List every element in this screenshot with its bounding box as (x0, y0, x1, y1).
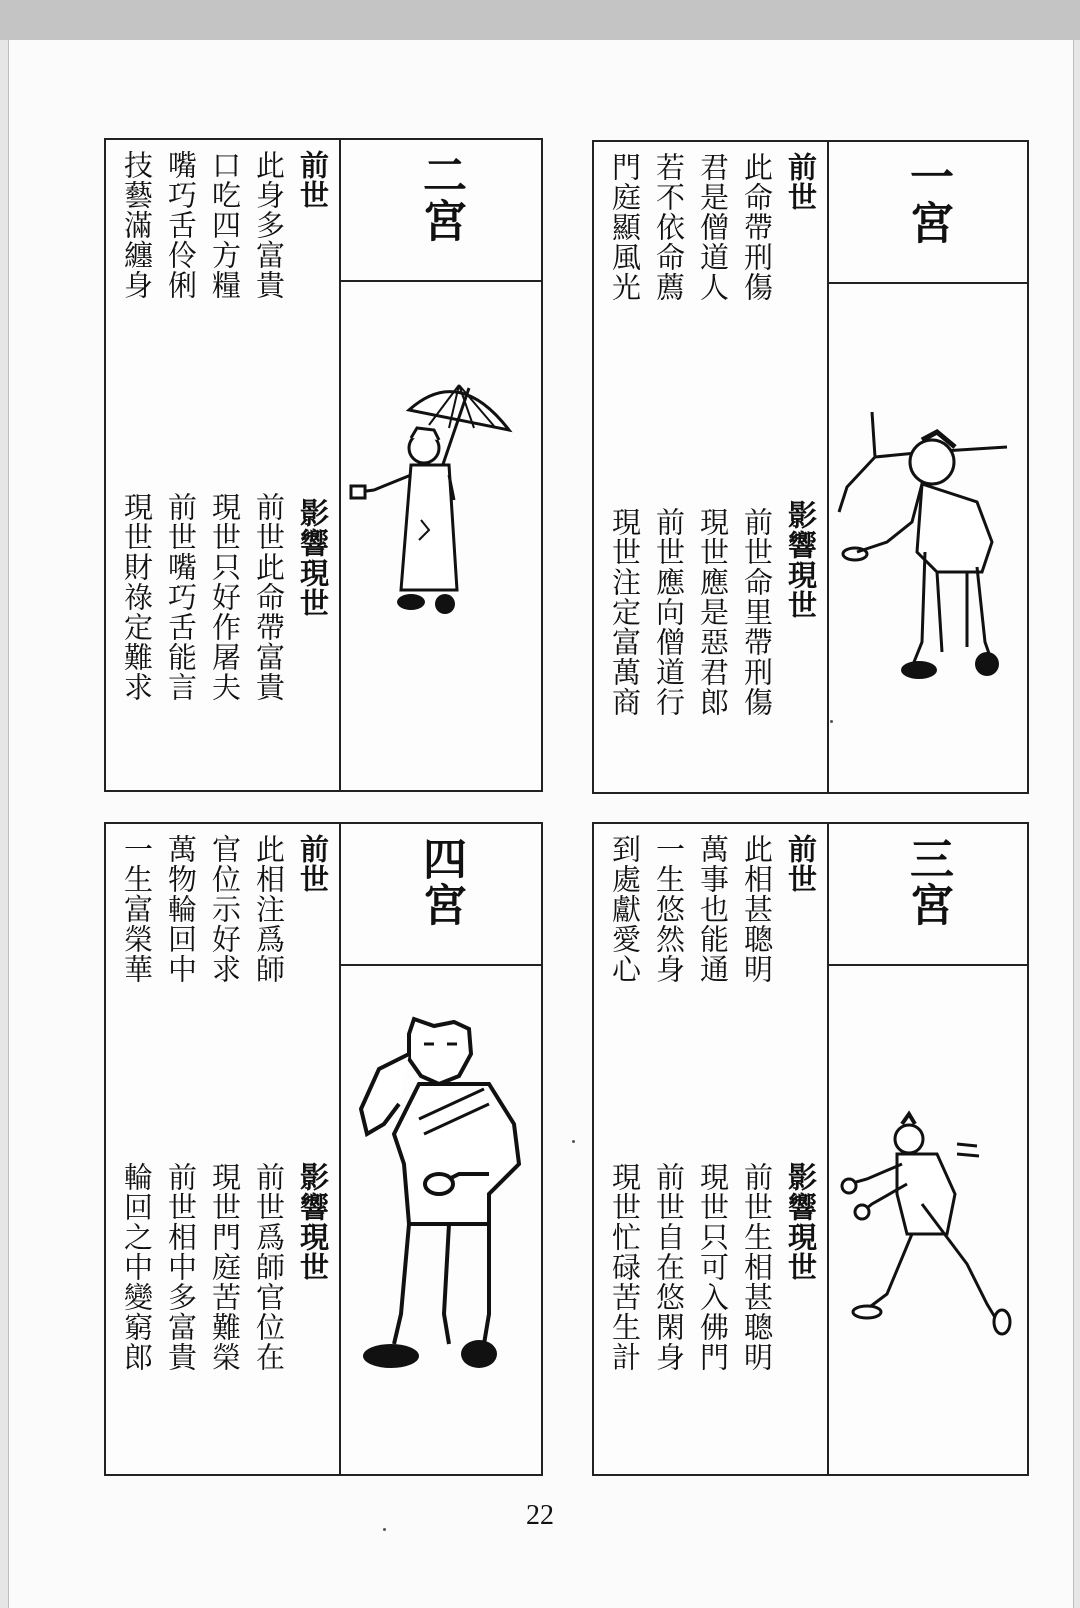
viewer-top-bar (0, 0, 1080, 40)
present-line: 輪回之中變窮郎 (120, 1162, 154, 1372)
past-line: 君是僧道人 (696, 152, 730, 302)
palace-title: 三宮 (902, 836, 953, 928)
present-heading: 影響現世 (296, 498, 330, 618)
past-life-panel (594, 142, 829, 792)
present-line: 前世此命帶富貴 (252, 492, 286, 702)
past-heading: 前世 (784, 834, 818, 894)
present-line: 前世自在悠閑身 (652, 1162, 686, 1372)
palace-title: 四宮 (415, 836, 466, 928)
past-line: 一生悠然身 (652, 834, 686, 984)
palace-card-2 (104, 138, 543, 792)
present-heading: 影響現世 (784, 500, 818, 620)
past-line: 到處獻愛心 (608, 834, 642, 984)
past-line: 此身多富貴 (252, 150, 286, 300)
past-heading: 前世 (296, 834, 330, 894)
present-line: 現世門庭苦難榮 (208, 1162, 242, 1372)
palace-title: 二宮 (415, 152, 466, 244)
past-life-panel (106, 140, 341, 790)
past-line: 此命帶刑傷 (740, 152, 774, 302)
present-line: 前世爲師官位在 (252, 1162, 286, 1372)
illustration-panel (827, 142, 1027, 792)
scholar-figure-illustration (339, 1014, 537, 1394)
present-line: 前世相中多富貴 (164, 1162, 198, 1372)
past-life-panel (106, 824, 341, 1474)
past-line: 門庭顯風光 (608, 152, 642, 302)
present-line: 前世命里帶刑傷 (740, 507, 774, 717)
illustration-panel (827, 824, 1027, 1474)
page-number: 22 (526, 1500, 554, 1531)
present-heading: 影響現世 (784, 1162, 818, 1282)
present-line: 現世財祿定難求 (120, 492, 154, 702)
illustration-panel (339, 824, 541, 1474)
palace-card-4 (104, 822, 543, 1476)
scan-speck (572, 1140, 575, 1143)
past-line: 一生富榮華 (120, 834, 154, 984)
present-line: 現世只可入佛門 (696, 1162, 730, 1372)
palace-title-box (827, 824, 1027, 966)
past-line: 萬事也能通 (696, 834, 730, 984)
palace-title-box (827, 142, 1027, 284)
palace-title: 一宮 (902, 154, 953, 246)
man-with-umbrella-illustration (339, 380, 537, 640)
present-heading: 影響現世 (296, 1162, 330, 1282)
man-with-rope-illustration (827, 402, 1023, 702)
past-line: 此相甚聰明 (740, 834, 774, 984)
palace-title-box (339, 140, 541, 282)
scan-speck (830, 720, 833, 723)
present-line: 前世嘴巧舌能言 (164, 492, 198, 702)
past-line: 此相注爲師 (252, 834, 286, 984)
illustration-panel (339, 140, 541, 790)
present-line: 現世忙碌苦生計 (608, 1162, 642, 1372)
past-line: 若不依命薦 (652, 152, 686, 302)
past-line: 萬物輪回中 (164, 834, 198, 984)
present-line: 現世注定富萬商 (608, 507, 642, 717)
past-life-panel (594, 824, 829, 1474)
present-line: 現世應是惡君郎 (696, 507, 730, 717)
walking-boy-illustration (827, 1084, 1023, 1344)
past-heading: 前世 (296, 150, 330, 210)
present-line: 前世生相甚聰明 (740, 1162, 774, 1372)
past-heading: 前世 (784, 152, 818, 212)
past-line: 官位示好求 (208, 834, 242, 984)
past-line: 技藝滿纏身 (120, 150, 154, 300)
present-line: 現世只好作屠夫 (208, 492, 242, 702)
palace-title-box (339, 824, 541, 966)
present-line: 前世應向僧道行 (652, 507, 686, 717)
past-line: 口吃四方糧 (208, 150, 242, 300)
palace-card-1 (592, 140, 1029, 794)
scan-speck (383, 1528, 386, 1531)
past-line: 嘴巧舌伶俐 (164, 150, 198, 300)
palace-card-3 (592, 822, 1029, 1476)
